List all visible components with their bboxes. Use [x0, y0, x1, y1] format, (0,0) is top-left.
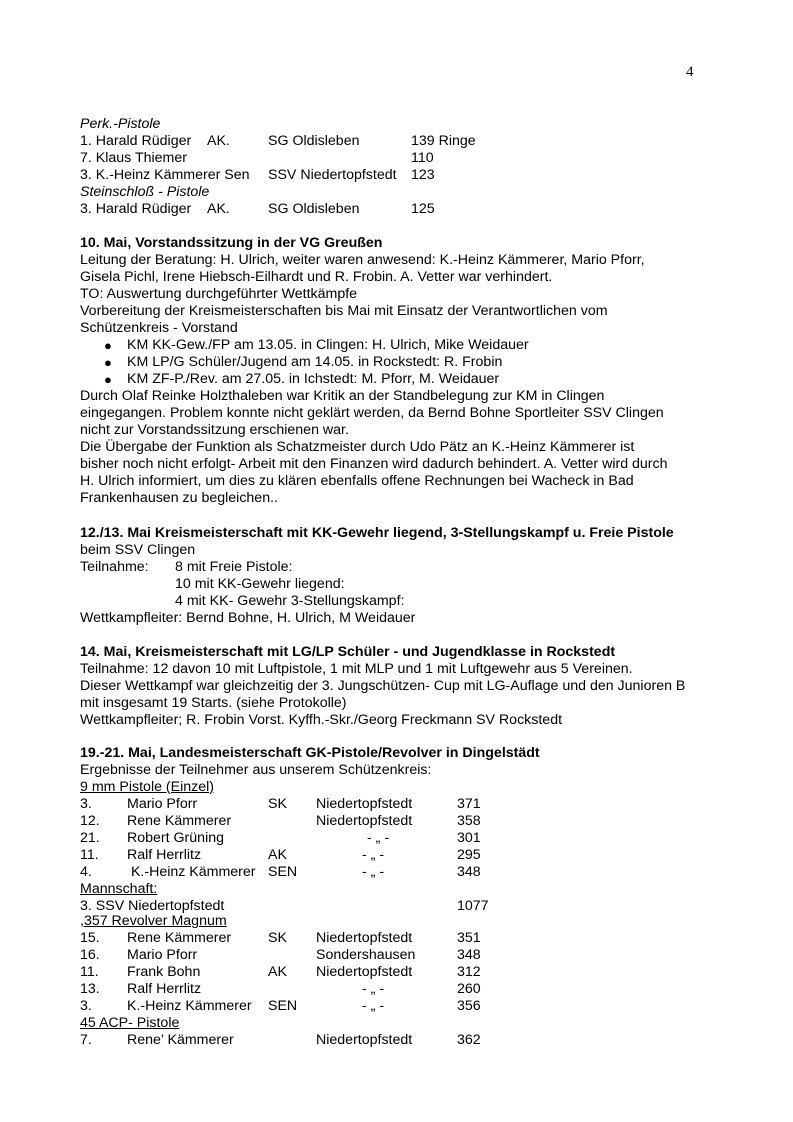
paragraph-line: Die Übergabe der Funktion als Schatzmeister durch Udo Pätz an K.-Heinz Kämmerer ist — [80, 439, 635, 455]
paragraph-line: Gisela Pichl, Irene Hiebsch-Eilhardt und R. Frobin. A. Vetter war verhindert. — [80, 269, 553, 285]
result-score: 371 — [457, 796, 481, 812]
paragraph-line: beim SSV Clingen — [80, 542, 196, 558]
result-name: Rene Kämmerer — [127, 930, 232, 946]
result-class: AK — [268, 847, 287, 863]
team-score: 1077 — [457, 898, 489, 914]
result-score: 348 — [457, 947, 481, 963]
section-title-14-mai: 14. Mai, Kreismeisterschaft mit LG/LP Schüler - und Jugendklasse in Rockstedt — [80, 644, 616, 660]
shooter-name: 3. K.-Heinz Kämmerer Sen — [80, 167, 250, 183]
result-place: 12. — [80, 813, 100, 829]
paragraph-line: TO: Auswertung durchgeführter Wettkämpfe — [80, 286, 358, 302]
result-class: SEN — [268, 998, 298, 1014]
result-name: Frank Bohn — [127, 964, 201, 980]
paragraph-line: Teilnahme: 12 davon 10 mit Luftpistole, 1 mit MLP und 1 mit Luftgewehr aus 5 Vereinen. — [80, 661, 633, 677]
result-name: Robert Grüning — [127, 830, 224, 846]
paragraph-line: nicht zur Vorstandssitzung erschienen war. — [80, 422, 349, 438]
paragraph-line: Durch Olaf Reinke Holzthaleben war Kritik an der Standbelegung zur KM in Clingen — [80, 388, 605, 404]
shooter-club: SG Oldisleben — [268, 201, 360, 217]
paragraph-line: eingegangen. Problem konnte nicht geklärt werden, da Bernd Bohne Sportleiter SSV Clingen — [80, 405, 664, 421]
result-club: - „ - — [362, 847, 385, 863]
section-title-19-mai: 19.-21. Mai, Landesmeisterschaft GK-Pistole/Revolver in Dingelstädt — [80, 745, 540, 761]
result-club: - „ - — [362, 998, 385, 1014]
result-score: 312 — [457, 964, 481, 980]
paragraph-line: Vorbereitung der Kreismeisterschaften bis Mai mit Einsatz der Verantwortlichen vom — [80, 303, 608, 319]
shooter-name: 1. Harald Rüdiger — [80, 133, 192, 149]
result-score: 301 — [457, 830, 481, 846]
participation-item: 8 mit Freie Pistole: — [175, 559, 293, 575]
paragraph-line: Ergebnisse der Teilnehmer aus unserem Schützenkreis: — [80, 762, 432, 778]
result-place: 16. — [80, 947, 100, 963]
result-place: 7. — [80, 1032, 92, 1048]
result-score: 362 — [457, 1032, 481, 1048]
result-name: Ralf Herrlitz — [127, 847, 202, 863]
paragraph-line: mit insgesamt 19 Starts. (siehe Protokolle) — [80, 695, 347, 711]
bullet-icon: ● — [104, 372, 112, 387]
shooter-score: 110 — [411, 150, 434, 166]
result-score: 260 — [457, 981, 481, 997]
paragraph-line: Frankenhausen zu begleichen.. — [80, 490, 278, 506]
paragraph-line: Dieser Wettkampf war gleichzeitig der 3. Jungschützen- Cup mit LG-Auflage und den Junioren B — [80, 678, 686, 694]
result-club: - „ - — [367, 830, 390, 846]
section-title-12-mai: 12./13. Mai Kreismeisterschaft mit KK-Gewehr liegend, 3-Stellungskampf u. Freie Pistole — [80, 525, 674, 541]
result-place: 21. — [80, 830, 100, 846]
shooter-score: 139 Ringe — [411, 133, 476, 149]
result-class: SK — [268, 796, 287, 812]
bullet-text: KM ZF-P./Rev. am 27.05. in Ichstedt: M. Pforr, M. Weidauer — [127, 371, 500, 387]
result-club: Niedertopfstedt — [316, 930, 413, 946]
group-heading: 9 mm Pistole (Einzel) — [80, 779, 215, 795]
bullet-text: KM LP/G Schüler/Jugend am 14.05. in Rockstedt: R. Frobin — [127, 354, 503, 370]
result-score: 358 — [457, 813, 481, 829]
result-club: Niedertopfstedt — [316, 964, 413, 980]
team-heading: Mannschaft: — [80, 881, 158, 897]
paragraph-line: Schützenkreis - Vorstand — [80, 320, 238, 336]
paragraph-line: H. Ulrich informiert, um dies zu klären ebenfalls offene Rechnungen bei Wacheck in Bad — [80, 473, 634, 489]
result-score: 351 — [457, 930, 481, 946]
result-name: Mario Pforr — [127, 947, 198, 963]
shooter-club: SG Oldisleben — [268, 133, 360, 149]
shooter-club: SSV Niedertopfstedt — [268, 167, 397, 183]
shooter-name: 7. Klaus Thiemer — [80, 150, 187, 166]
result-class: SK — [268, 930, 287, 946]
result-place: 3. — [80, 998, 92, 1014]
group-heading: 45 ACP- Pistole — [80, 1015, 180, 1031]
page-number: 4 — [686, 64, 694, 80]
group-heading: ,357 Revolver Magnum — [80, 913, 227, 929]
result-place: 3. — [80, 796, 92, 812]
result-name: Mario Pforr — [127, 796, 198, 812]
result-class: AK — [268, 964, 287, 980]
result-score: 295 — [457, 847, 481, 863]
result-score: 348 — [457, 864, 481, 880]
result-club: Niedertopfstedt — [316, 796, 413, 812]
result-place: 15. — [80, 930, 100, 946]
result-club: Niedertopfstedt — [316, 813, 413, 829]
paragraph-line: Leitung der Beratung: H. Ulrich, weiter waren anwesend: K.-Heinz Kämmerer, Mario Pforr, — [80, 252, 645, 268]
result-class: SEN — [268, 864, 298, 880]
paragraph-line: Wettkampfleiter; R. Frobin Vorst. Kyffh.-Skr./Georg Freckmann SV Rockstedt — [80, 712, 563, 728]
result-name: Ralf Herrlitz — [127, 981, 202, 997]
participation-label: Teilnahme: — [80, 559, 149, 575]
participation-item: 10 mit KK-Gewehr liegend: — [175, 576, 345, 592]
bullet-text: KM KK-Gew./FP am 13.05. in Clingen: H. Ulrich, Mike Weidauer — [127, 337, 529, 353]
result-name: Rene’ Kämmerer — [127, 1032, 234, 1048]
bullet-icon: ● — [104, 355, 112, 370]
result-name: Rene Kämmerer — [127, 813, 232, 829]
paragraph-line: bisher noch nicht erfolgt- Arbeit mit den Finanzen wird dadurch behindert. A. Vetter wird durch — [80, 456, 668, 472]
steinschloss-heading: Steinschloß - Pistole — [80, 184, 210, 200]
shooter-score: 123 — [411, 167, 435, 183]
shooter-name: 3. Harald Rüdiger — [80, 201, 192, 217]
result-name: K.-Heinz Kämmerer — [127, 998, 252, 1014]
result-place: 4. — [80, 864, 92, 880]
result-place: 13. — [80, 981, 100, 997]
shooter-class: AK. — [207, 133, 230, 149]
perk-heading: Perk.-Pistole — [80, 116, 161, 132]
result-club: - „ - — [362, 981, 385, 997]
result-place: 11. — [80, 964, 99, 980]
result-place: 11. — [80, 847, 99, 863]
paragraph-line: Wettkampfleiter: Bernd Bohne, H. Ulrich, M Weidauer — [80, 610, 416, 626]
result-club: - „ - — [362, 864, 385, 880]
shooter-score: 125 — [411, 201, 435, 217]
shooter-class: AK. — [207, 201, 230, 217]
result-name: K.-Heinz Kämmerer — [127, 864, 256, 880]
result-club: Niedertopfstedt — [316, 1032, 413, 1048]
result-club: Sondershausen — [316, 947, 416, 963]
result-score: 356 — [457, 998, 481, 1014]
team-name: 3. SSV Niedertopfstedt — [80, 898, 225, 914]
bullet-icon: ● — [104, 338, 112, 353]
participation-item: 4 mit KK- Gewehr 3-Stellungskampf: — [175, 593, 405, 609]
section-title-10-mai: 10. Mai, Vorstandssitzung in der VG Greußen — [80, 235, 383, 251]
